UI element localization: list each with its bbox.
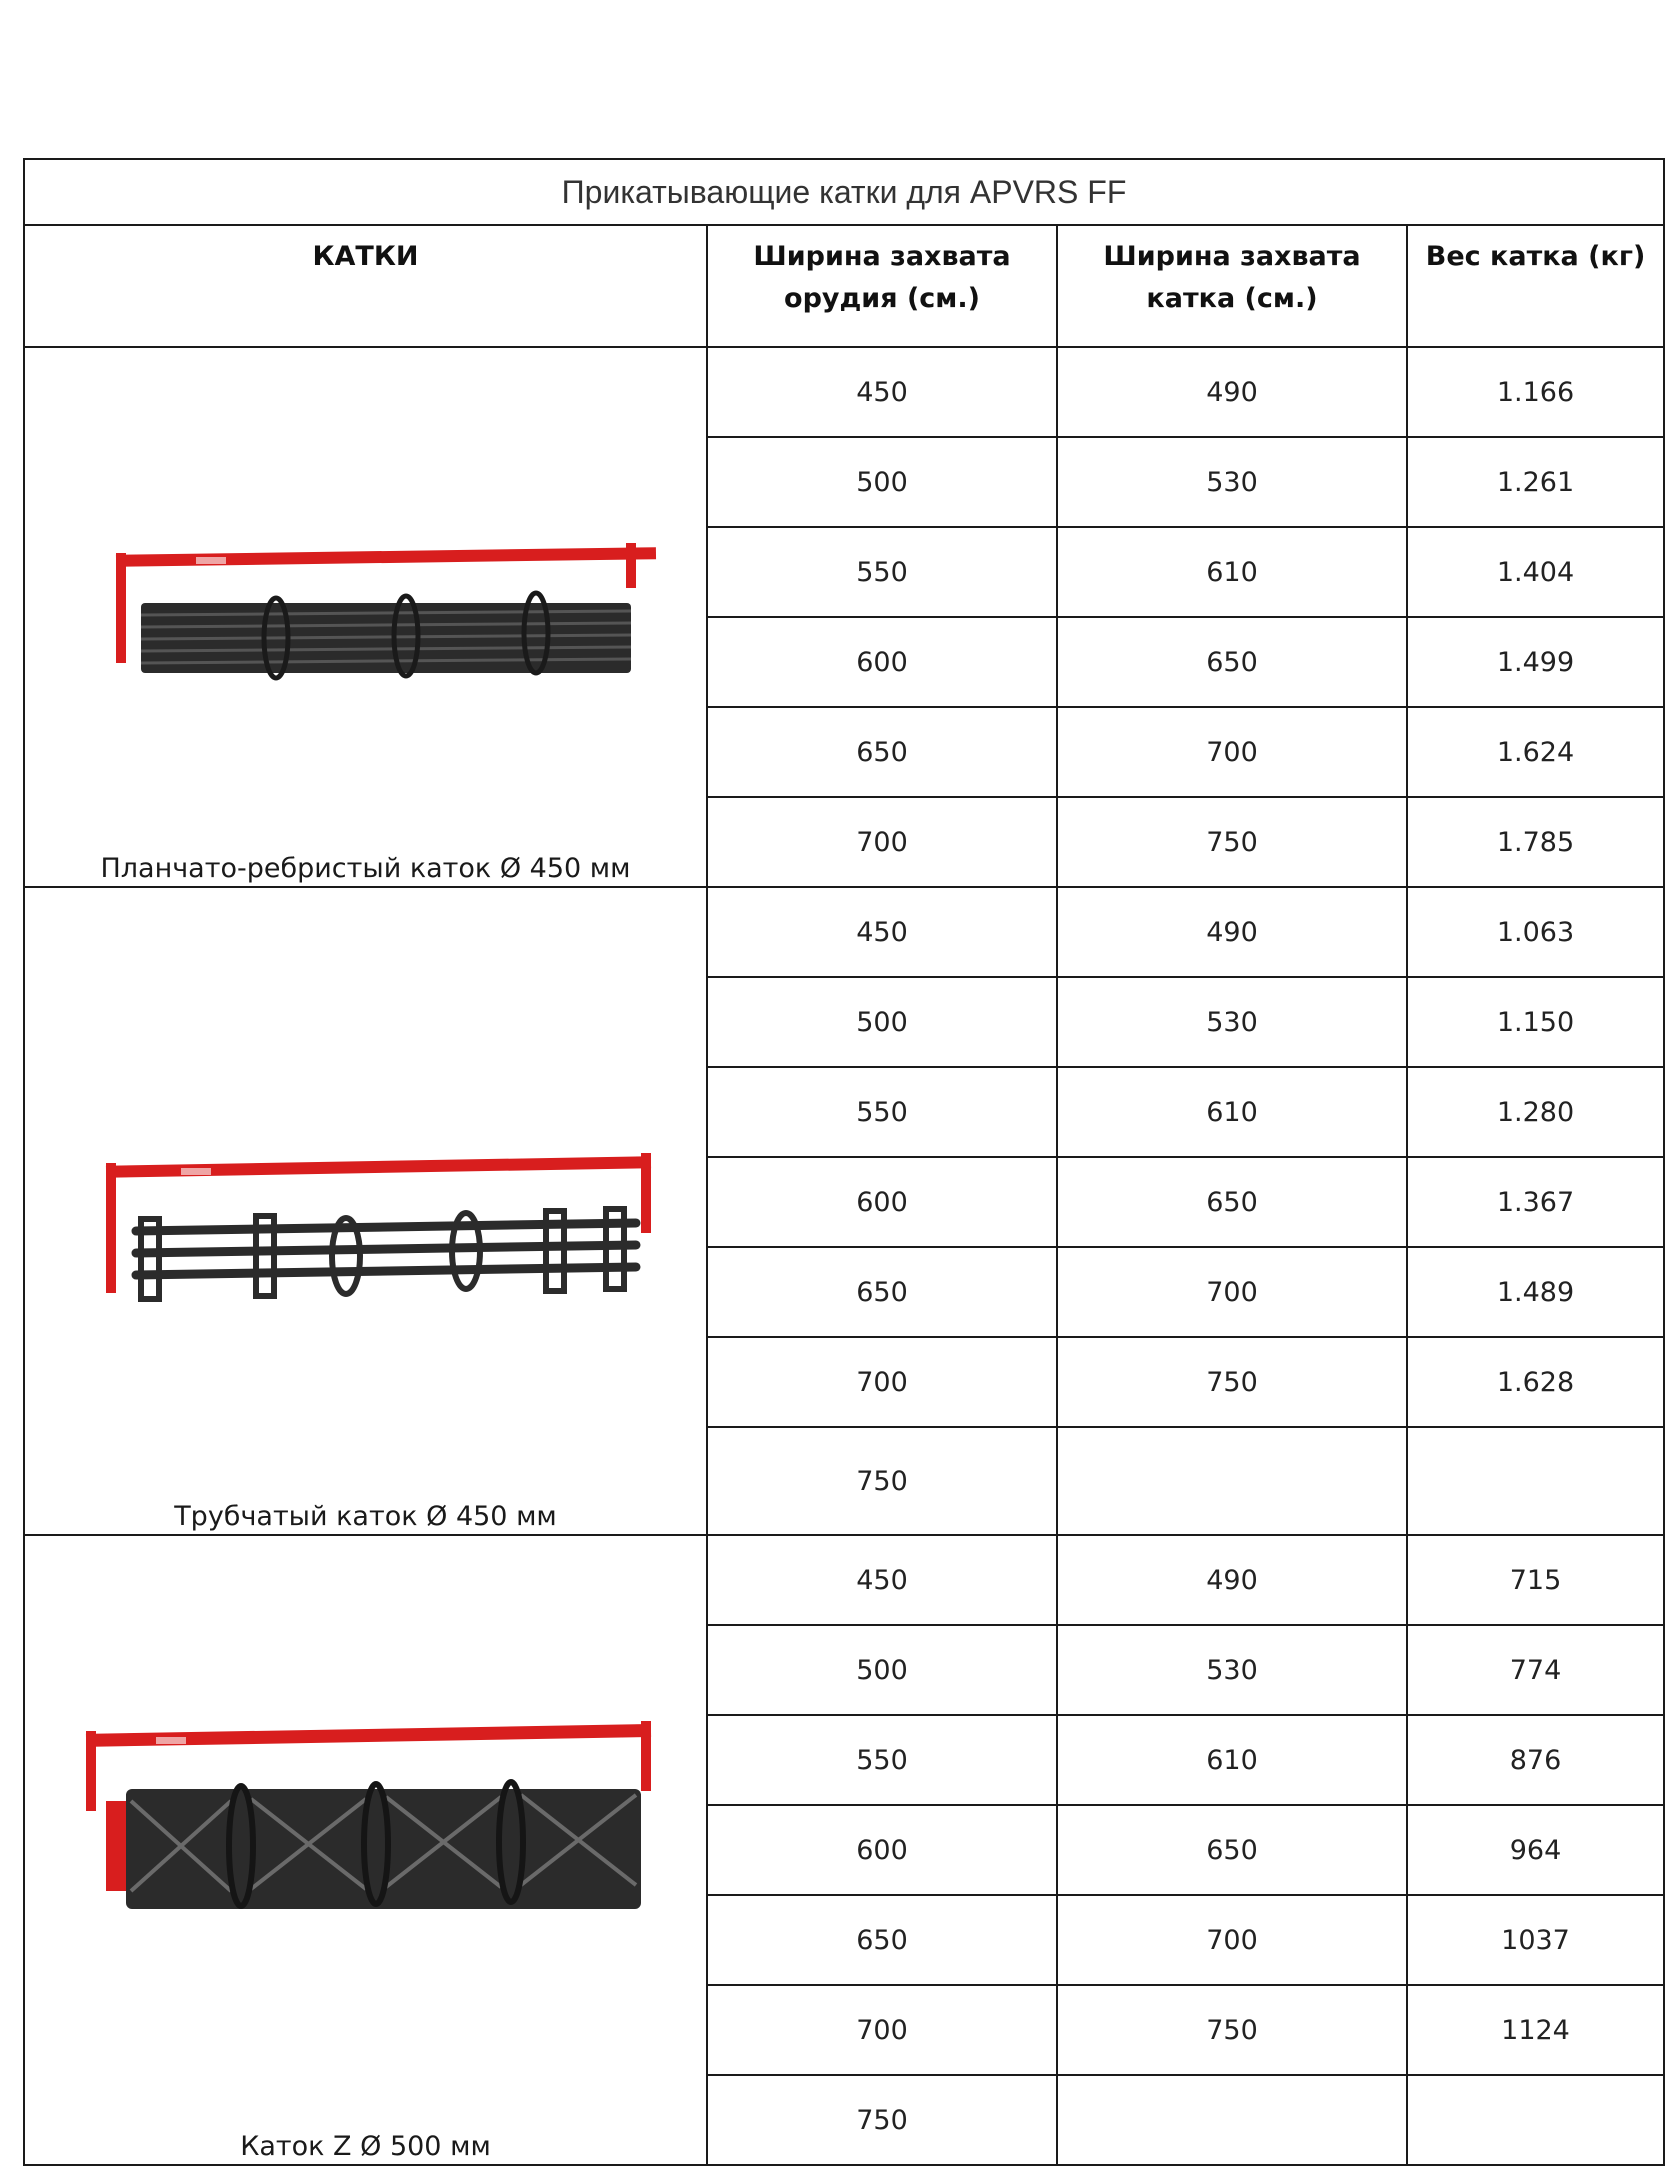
roller-width-cell: 750 bbox=[1057, 797, 1407, 887]
roller-width-cell: 530 bbox=[1057, 437, 1407, 527]
roller-caption: Трубчатый каток Ø 450 мм bbox=[174, 1501, 557, 1532]
weight-cell: 1037 bbox=[1407, 1895, 1664, 1985]
roller-width-cell: 650 bbox=[1057, 1805, 1407, 1895]
z-roller-icon bbox=[56, 1701, 676, 1931]
roller-width-cell: 700 bbox=[1057, 1895, 1407, 1985]
header-weight: Вес катка (кг) bbox=[1407, 225, 1664, 347]
weight-cell: 1.367 bbox=[1407, 1157, 1664, 1247]
weight-cell: 1.166 bbox=[1407, 347, 1664, 437]
weight-cell: 1.785 bbox=[1407, 797, 1664, 887]
weight-cell: 1.628 bbox=[1407, 1337, 1664, 1427]
roller-spec-table bbox=[23, 158, 1665, 2166]
roller-image-cell bbox=[24, 887, 707, 1535]
roller-width-cell: 650 bbox=[1057, 1157, 1407, 1247]
table-row bbox=[24, 1535, 1664, 1625]
tool-width-cell: 650 bbox=[707, 1247, 1057, 1337]
roller-width-cell bbox=[1057, 2075, 1407, 2165]
roller-width-cell: 750 bbox=[1057, 1985, 1407, 2075]
weight-cell: 774 bbox=[1407, 1625, 1664, 1715]
tool-width-cell: 700 bbox=[707, 1985, 1057, 2075]
header-tool-width: Ширина захвата орудия (см.) bbox=[707, 225, 1057, 347]
weight-cell: 1.261 bbox=[1407, 437, 1664, 527]
tool-width-cell: 550 bbox=[707, 1715, 1057, 1805]
roller-width-cell: 490 bbox=[1057, 1535, 1407, 1625]
tool-width-cell: 600 bbox=[707, 1157, 1057, 1247]
roller-width-cell: 610 bbox=[1057, 1715, 1407, 1805]
header-roller-width: Ширина захвата катка (см.) bbox=[1057, 225, 1407, 347]
tool-width-cell: 450 bbox=[707, 1535, 1057, 1625]
weight-cell: 715 bbox=[1407, 1535, 1664, 1625]
tool-width-cell: 550 bbox=[707, 1067, 1057, 1157]
weight-cell: 1.150 bbox=[1407, 977, 1664, 1067]
tool-width-cell: 450 bbox=[707, 887, 1057, 977]
weight-cell bbox=[1407, 2075, 1664, 2165]
roller-caption: Планчато-ребристый каток Ø 450 мм bbox=[100, 853, 631, 884]
roller-width-cell: 490 bbox=[1057, 347, 1407, 437]
weight-cell: 1.624 bbox=[1407, 707, 1664, 797]
tool-width-cell: 500 bbox=[707, 977, 1057, 1067]
tool-width-cell: 600 bbox=[707, 617, 1057, 707]
roller-width-cell: 750 bbox=[1057, 1337, 1407, 1427]
roller-width-cell: 610 bbox=[1057, 1067, 1407, 1157]
roller-width-cell bbox=[1057, 1427, 1407, 1535]
roller-image-cell bbox=[24, 347, 707, 887]
table-title: Прикатывающие катки для APVRS FF bbox=[24, 159, 1664, 225]
tool-width-cell: 650 bbox=[707, 1895, 1057, 1985]
weight-cell: 964 bbox=[1407, 1805, 1664, 1895]
roller-width-cell: 700 bbox=[1057, 1247, 1407, 1337]
weight-cell: 876 bbox=[1407, 1715, 1664, 1805]
tool-width-cell: 500 bbox=[707, 437, 1057, 527]
tool-width-cell: 550 bbox=[707, 527, 1057, 617]
roller-width-cell: 490 bbox=[1057, 887, 1407, 977]
roller-caption: Каток Z Ø 500 мм bbox=[240, 2131, 491, 2162]
tool-width-cell: 500 bbox=[707, 1625, 1057, 1715]
header-rollers: КАТКИ bbox=[24, 225, 707, 347]
roller-width-cell: 610 bbox=[1057, 527, 1407, 617]
roller-width-cell: 700 bbox=[1057, 707, 1407, 797]
weight-cell: 1.489 bbox=[1407, 1247, 1664, 1337]
tool-width-cell: 450 bbox=[707, 347, 1057, 437]
weight-cell: 1.280 bbox=[1407, 1067, 1664, 1157]
roller-image-cell bbox=[24, 1535, 707, 2165]
table-row bbox=[24, 887, 1664, 977]
roller-width-cell: 530 bbox=[1057, 977, 1407, 1067]
tool-width-cell: 750 bbox=[707, 1427, 1057, 1535]
tube-roller-icon bbox=[66, 1131, 666, 1341]
table-row bbox=[24, 347, 1664, 437]
weight-cell: 1.404 bbox=[1407, 527, 1664, 617]
tool-width-cell: 650 bbox=[707, 707, 1057, 797]
tool-width-cell: 700 bbox=[707, 797, 1057, 887]
weight-cell: 1.063 bbox=[1407, 887, 1664, 977]
bar-rib-roller-icon bbox=[66, 523, 666, 733]
roller-width-cell: 530 bbox=[1057, 1625, 1407, 1715]
weight-cell bbox=[1407, 1427, 1664, 1535]
tool-width-cell: 750 bbox=[707, 2075, 1057, 2165]
weight-cell: 1124 bbox=[1407, 1985, 1664, 2075]
weight-cell: 1.499 bbox=[1407, 617, 1664, 707]
roller-width-cell: 650 bbox=[1057, 617, 1407, 707]
tool-width-cell: 600 bbox=[707, 1805, 1057, 1895]
tool-width-cell: 700 bbox=[707, 1337, 1057, 1427]
